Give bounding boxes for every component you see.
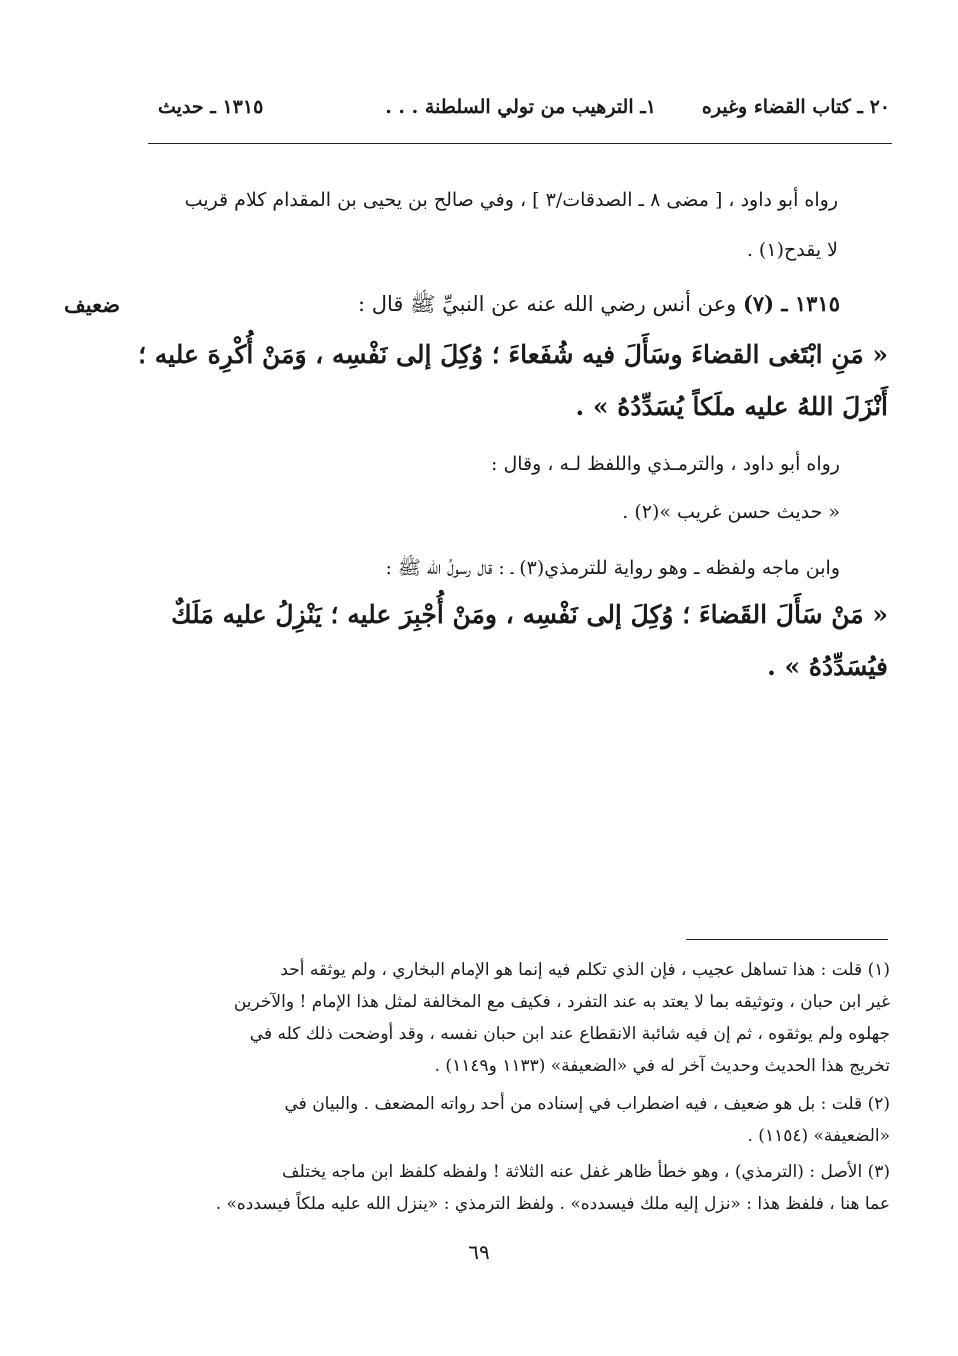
header-hadith-ref: ١٣١٥ ـ حديث: [158, 96, 264, 118]
header-section: ١ـ الترهيب من تولي السلطنة . . .: [385, 96, 656, 118]
header-chapter: ٢٠ ـ كتاب القضاء وغيره: [701, 96, 890, 118]
footnote-1-line: (١) قلت : هذا تساهل عجيب ، فإن الذي تكلم فيه إنما هو الإمام البخاري ، ولم يوثقه أحد: [280, 960, 890, 980]
footnote-3-line: عما هنا ، فلفظ هذا : «نزل إليه ملك فيسدده» . ولفظ الترمذي : «ينزل الله عليه ملكاً فيسدده» .: [215, 1194, 890, 1214]
footnote-1-line: تخريج هذا الحديث وحديث آخر له في «الضعيفة» (١١٣٣ و١١٤٩) .: [434, 1056, 890, 1076]
intro-line-2: لا يقدح(١) .: [746, 239, 838, 261]
variant-line-2: فيُسَدِّدُهُ » .: [767, 652, 888, 681]
matn-line-2: أَنْزَلَ اللهُ عليه ملَكاً يُسَدِّدُهُ » .: [575, 392, 888, 421]
hadith-heading: [358, 290, 840, 318]
hadith-number: ١٣١٥ ـ (٧): [742, 291, 840, 316]
ibn-majah-line: وابن ماجه ولفظه ـ وهو رواية للترمذي(٣) ـ : قال رسولُ الله ﷺ :: [385, 557, 840, 579]
footnote-2-line: «الضعيفة» (١١٥٤) .: [747, 1126, 890, 1146]
footnote-1-line: جهلوه ولم يوثقوه ، ثم إن فيه شائبة الانقطاع عند ابن حبان نفسه ، وقد أوضحت ذلك كله في: [249, 1024, 890, 1044]
header-rule: [148, 143, 892, 144]
footnote-3-line: (٣) الأصل : (الترمذي) ، وهو خطأ ظاهر غفل عنه الثلاثة ! ولفظه كلفظ ابن ماجه يختلف: [282, 1162, 890, 1182]
intro-line-1: رواه أبو داود ، [ مضى ٨ ـ الصدقات/٣ ] ، وفي صالح بن يحيى بن المقدام كلام قريب: [184, 189, 838, 211]
hadith-isnad: وعن أنس رضي الله عنه عن النبيِّ ﷺ قال :: [357, 292, 737, 316]
tirmidhi-grading-note: « حديث حسن غريب »(٢) .: [622, 501, 840, 523]
matn-line-1: « مَنِ ابْتَغى القضاءَ وسَأَلَ فيه شُفَعاءَ ؛ وُكِلَ إلى نَفْسِه ، وَمَنْ أُكْرِهَ عليه ؛: [138, 340, 888, 369]
takhrij-line: رواه أبو داود ، والترمـذي واللفظ لـه ، وقال :: [491, 453, 840, 475]
variant-line-1: « مَنْ سَأَلَ القَضاءَ ؛ وُكِلَ إلى نَفْسِه ، ومَنْ أُجْبِرَ عليه ؛ يَنْزِلُ عليه مَلَكٌ: [171, 600, 888, 629]
page-number: ٦٩: [468, 1240, 490, 1264]
footnote-2-line: (٢) قلت : بل هو ضعيف ، فيه اضطراب في إسناده من أحد رواته المضعف . والبيان في: [284, 1094, 890, 1114]
hadith-grade: ضعيف: [64, 292, 121, 317]
footnote-rule: [686, 939, 888, 940]
footnote-1-line: غير ابن حبان ، وتوثيقه بما لا يعتد به عند التفرد ، فكيف مع المخالفة لمثل هذا الإمام ! والآخرين: [233, 992, 890, 1012]
